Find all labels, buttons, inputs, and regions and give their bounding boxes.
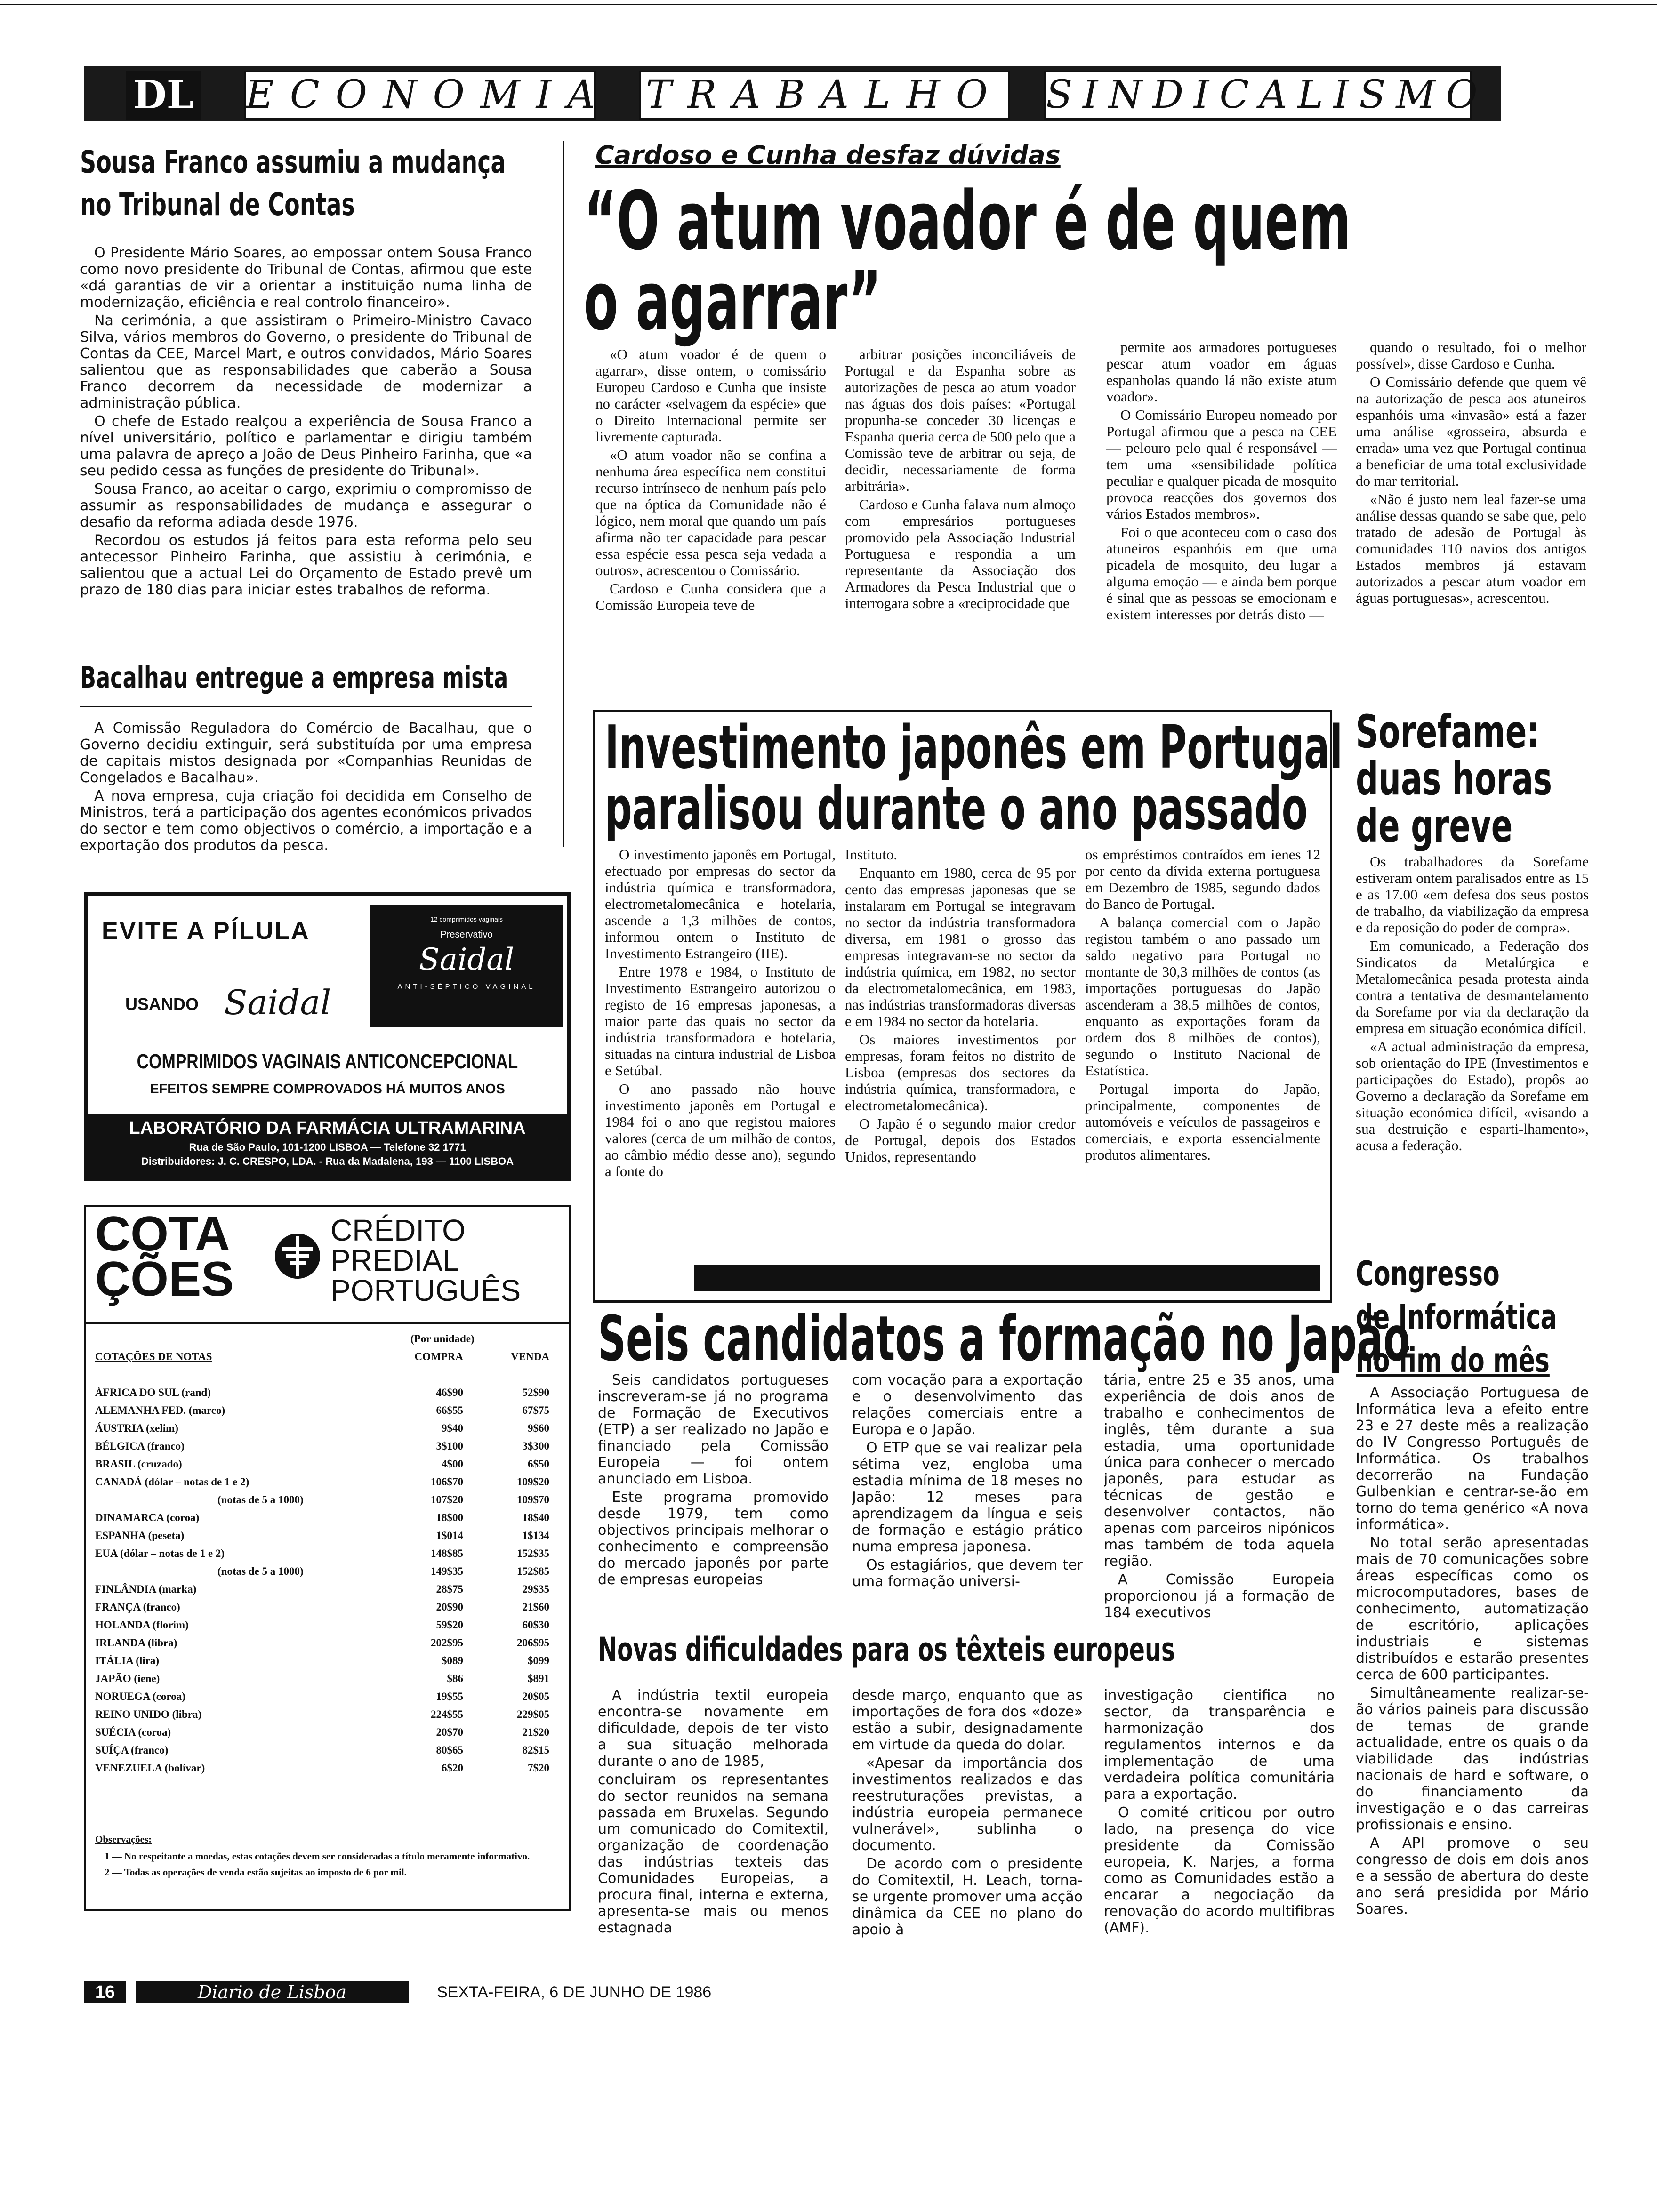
table-header-row bbox=[95, 1348, 559, 1366]
buy-rate: 9$40 bbox=[442, 1422, 463, 1434]
rate-row bbox=[95, 1598, 559, 1616]
rate-row bbox=[95, 1509, 559, 1527]
headline-line: o agarrar” bbox=[584, 254, 882, 348]
col-header: COMPRA bbox=[414, 1351, 463, 1362]
texteis-col-1 bbox=[598, 1687, 828, 1965]
currency-name: NORUEGA (coroa) bbox=[95, 1691, 185, 1702]
top-border bbox=[0, 4, 1657, 5]
rate-row bbox=[95, 1437, 559, 1455]
paragraph: arbitrar posições inconciliáveis de Portugal e da Espanha sobre as autorizações de pesca ao atum voador nas águas dos dois países: «Portugal propunha-se conceder 30 licenças e Espanha queria cerca de 500 pelo que a Comissão teve de arbitrar ou seja, de decidir, necessariamente de forma arbitrária». bbox=[845, 346, 1076, 494]
headline-line: paralisou durante o ano passado bbox=[605, 774, 1308, 843]
atum-col-1 bbox=[595, 346, 826, 704]
paragraph: O ano passado não houve investimento japonês em Portugal e 1984 foi o ano que registou maiores valores (cerca de um milhão de contos, ao câmbio médio desse ano), segundo a fonte do bbox=[605, 1081, 836, 1179]
box-bottom-label: ANTI-SÉPTICO VAGINAL bbox=[397, 983, 536, 991]
buy-rate: 66$55 bbox=[436, 1404, 463, 1416]
headline-line: no fim do mês bbox=[1356, 1340, 1550, 1380]
currency-name: REINO UNIDO (libra) bbox=[95, 1708, 202, 1720]
paragraph: Os estagiários, que devem ter uma formação universi- bbox=[852, 1557, 1083, 1590]
headline-line: Congresso bbox=[1356, 1254, 1500, 1293]
paragraph: O comité criticou por outro lado, na presença do vice presidente da Comissão europeia, K. Narjes, a forma como as Comunidades estão a encarar a negociação da renovação do acordo multifibras (AMF). bbox=[1104, 1804, 1335, 1936]
issue-date: SEXTA-FEIRA, 6 DE JUNHO DE 1986 bbox=[437, 1983, 712, 2001]
title-line: ÇÕES bbox=[95, 1252, 234, 1306]
currency-name: ALEMANHA FED. (marco) bbox=[95, 1404, 225, 1416]
atum-headline bbox=[584, 174, 1351, 348]
currency-name: EUA (dólar – notas de 1 e 2) bbox=[95, 1547, 225, 1559]
paragraph: desde março, enquanto que as importações de fora dos «doze» estão a subir, designadamente em virtude da queda do dolar. bbox=[852, 1687, 1083, 1753]
sell-rate: 206$95 bbox=[517, 1637, 549, 1649]
ad-line3: EFEITOS SEMPRE COMPROVADOS HÁ MUITOS ANOS bbox=[150, 1082, 505, 1097]
currency-name: BÉLGICA (franco) bbox=[95, 1440, 185, 1452]
rate-row bbox=[95, 1563, 559, 1580]
paragraph: A nova empresa, cuja criação foi decidida em Conselho de Ministros, terá a participação dos agentes económicos privados do sector e tem como objectivos o comércio, a importação e a exportação dos produtos da pesca. bbox=[80, 788, 532, 854]
column-divider bbox=[563, 141, 564, 847]
rate-row bbox=[95, 1688, 559, 1706]
paragraph: investigação cientifica no sector, da transparência e harmonização dos regulamentos internos e da implementação de uma verdadeira política comunitária para a exportação. bbox=[1104, 1687, 1335, 1803]
rate-row bbox=[95, 1455, 559, 1473]
sell-rate: 109$20 bbox=[517, 1476, 549, 1488]
paragraph: «A actual administração da empresa, sob orientação do IPE (Investimentos e participações do Estado), propôs ao Governo a declaração da Sorefame em situação económica difícil, «visando a sua destruição e esparti-lhamento», acusa a federação. bbox=[1356, 1038, 1589, 1154]
page-number: 16 bbox=[84, 1981, 126, 2003]
rate-row bbox=[95, 1384, 559, 1402]
article-body bbox=[80, 245, 532, 598]
headline-line: Sousa Franco assumiu a mudança bbox=[80, 144, 506, 180]
paragraph: O Presidente Mário Soares, ao empossar ontem Sousa Franco como novo presidente do Tribunal de Contas, afirmou que este «dá garantias de vir a orientar a instituição numa linha de modernização, eficiência e real controlo financeiro». bbox=[80, 245, 532, 311]
box-top-label: 12 comprimidos vaginais bbox=[430, 915, 503, 923]
paragraph: Portugal importa do Japão, principalmente, componentes de automóveis e veículos de passageiros e comerciais, e exporta essencialmente produtos alimentares. bbox=[1085, 1081, 1320, 1163]
currency-name: JAPÃO (iene) bbox=[95, 1673, 160, 1684]
paragraph: permite aos armadores portugueses pescar atum voador em águas espanholas quando lá não existe atum voador». bbox=[1106, 339, 1337, 405]
rate-row bbox=[95, 1402, 559, 1419]
paragraph: «Não é justo nem leal fazer-se uma análise dessas quando se sabe que, pelo tratado de adesão de Portugal às comunidades 110 navios dos antigos Estados membros já estavam autorizados a pescar atum voador em águas portuguesas», acrescentou. bbox=[1356, 491, 1586, 606]
headline-line: Investimento japonês em Portugal bbox=[605, 713, 1343, 782]
rate-row bbox=[95, 1473, 559, 1491]
spacer-row bbox=[95, 1366, 559, 1384]
paragraph: Entre 1978 e 1984, o Instituto de Investimento Estrangeiro autorizou o registo de 16 empresas japonesas, a maior parte das quais no sector da indústria transformadora e hotelaria, situadas na cintura industrial de Lisboa e Setúbal. bbox=[605, 963, 836, 1079]
rate-row bbox=[95, 1545, 559, 1563]
buy-rate: $089 bbox=[442, 1655, 463, 1667]
buy-rate: 59$20 bbox=[436, 1619, 463, 1631]
headline bbox=[80, 141, 506, 226]
currency-name: ÁFRICA DO SUL (rand) bbox=[95, 1387, 211, 1398]
paragraph: De acordo com o presidente do Comitextil, H. Leach, torna-se urgente promover uma acção dinâmica da CEE no plano do apoio à bbox=[852, 1856, 1083, 1938]
ad-distributor: Distribuidores: J. C. CRESPO, LDA. - Rua da Madalena, 193 — 1100 LISBOA bbox=[141, 1155, 514, 1167]
buy-rate: 19$55 bbox=[436, 1691, 463, 1702]
currency-name: ÁUSTRIA (xelim) bbox=[95, 1422, 178, 1434]
paragraph: O ETP que se vai realizar pela sétima vez, engloba uma estadia mínima de 18 meses no Japão: 12 meses para aprendizagem da língua e seis de formação e estágio prático numa empresa japonesa. bbox=[852, 1440, 1083, 1555]
bank-name-line: PORTUGUÊS bbox=[330, 1274, 521, 1307]
sell-rate: 21$60 bbox=[522, 1601, 549, 1613]
paragraph: Na cerimónia, a que assistiram o Primeiro-Ministro Cavaco Silva, vários membros do Governo, o presidente do Tribunal de Contas da CEE, Marcel Mart, e outros convidados, Mário Soares salientou que as responsabilidades que caberão a Sousa Franco decorrem da necessidade de modernizar a administração pública. bbox=[80, 313, 532, 411]
atum-col-4 bbox=[1356, 339, 1586, 704]
seis-col-3 bbox=[1104, 1372, 1335, 1626]
page-footer bbox=[84, 1981, 1590, 2005]
buy-rate: 28$75 bbox=[436, 1583, 463, 1595]
buy-rate: 3$100 bbox=[436, 1440, 463, 1452]
currency-name: SUÍÇA (franco) bbox=[95, 1744, 169, 1756]
paragraph: A Comissão Europeia proporcionou já a formação de 184 executivos bbox=[1104, 1571, 1335, 1621]
logo: DL bbox=[133, 72, 194, 118]
paragraph: «O atum voador é de quem o agarrar», disse ontem, o comissário Europeu Cardoso e Cunha que insiste no carácter «selvagem da espécie» que o Direito Internacional permite ser livremente capturada. bbox=[595, 346, 826, 445]
column bbox=[845, 846, 1076, 1242]
ad-address: Rua de São Paulo, 101-1200 LISBOA — Telefone 32 1771 bbox=[189, 1141, 466, 1153]
paragraph: quando o resultado, foi o melhor possível», disse Cardoso e Cunha. bbox=[1356, 339, 1586, 372]
col-header: COTAÇÕES DE NOTAS bbox=[95, 1351, 212, 1362]
paragraph: Cardoso e Cunha considera que a Comissão Europeia teve de bbox=[595, 580, 826, 613]
logo-box bbox=[126, 71, 201, 120]
rate-row bbox=[95, 1634, 559, 1652]
texteis-col-3 bbox=[1104, 1687, 1335, 1965]
paragraph: «O atum voador não se confina a nenhuma área específica nem constitui recurso intrínseco de nenhum país pelo que na óptica da Comunidade não é lógico, nem moral que quando um país afirma não ter capacidade para pescar essa espécie essa pesca seja vedada a outros», acrescentou o Comissário. bbox=[595, 447, 826, 578]
box-brand: Saidal bbox=[418, 942, 515, 977]
atum-col-3 bbox=[1106, 339, 1337, 704]
paragraph: Em comunicado, a Federação dos Sindicatos da Metalúrgica e Metalomecânica pesada protesta ainda contra a tentativa de desmantelamento da Sorefame por via da declaração da empresa em situação económica difícil. bbox=[1356, 938, 1589, 1036]
paragraph: O Japão é o segundo maior credor de Portugal, depois dos Estados Unidos, representando bbox=[845, 1115, 1076, 1165]
rate-row bbox=[95, 1741, 559, 1759]
texteis-headline: Novas dificuldades para os têxteis europeus bbox=[598, 1630, 1175, 1669]
currency-name: (notas de 5 a 1000) bbox=[217, 1494, 304, 1506]
currency-name: CANADÁ (dólar – notas de 1 e 2) bbox=[95, 1476, 249, 1488]
col-header: VENDA bbox=[511, 1351, 549, 1362]
bank-emblem-icon bbox=[272, 1228, 323, 1287]
sell-rate: 1$134 bbox=[522, 1530, 549, 1541]
ad-brand: Saidal bbox=[224, 983, 331, 1022]
article-body bbox=[80, 720, 532, 856]
paragraph: «Apesar da importância dos investimentos realizados e das reestruturações previstas, a indústria europeia permanece vulnerável», sublinha o documento. bbox=[852, 1755, 1083, 1854]
paper-name: Diario de Lisboa bbox=[136, 1981, 409, 2003]
redaction-bar bbox=[694, 1265, 1320, 1291]
headline-line: duas horas bbox=[1356, 753, 1552, 805]
article-sorefame bbox=[1356, 708, 1589, 1250]
buy-rate: 202$95 bbox=[431, 1637, 463, 1649]
section-label: TRABALHO bbox=[645, 72, 1004, 117]
sell-rate: 18$40 bbox=[522, 1512, 549, 1523]
paragraph: Recordou os estudos já feitos para esta reforma pelo seu antecessor Pinheiro Farinha, que assistiu à cerimónia, e salientou que a actual Lei do Orçamento de Estado prevê um prazo de 180 dias para iniciar estes trabalhos de reforma. bbox=[80, 532, 532, 598]
paragraph: Cardoso e Cunha falava num almoço com empresários portugueses promovido pela Associação Industrial Portuguesa e respondia a um representante da Associação dos Armadores da Pesca Industrial que o interrogara sobre a «reciprocidade que bbox=[845, 496, 1076, 611]
rates-table-wrap bbox=[95, 1348, 559, 1777]
section-trabalho bbox=[639, 71, 1010, 120]
paragraph: Este programa promovido desde 1979, tem como objectivos principais melhorar o conhecimento e compreensão do mercado japonês por parte de empresas europeias bbox=[598, 1489, 828, 1588]
obs-item: 1 — No respeitante a moedas, estas cotações devem ser consideradas a título meramente informativo. bbox=[105, 1851, 530, 1862]
currency-name: VENEZUELA (bolívar) bbox=[95, 1762, 205, 1774]
buy-rate: 80$65 bbox=[436, 1744, 463, 1756]
paragraph: Foi o que aconteceu com o caso dos atuneiros espanhóis em que uma picadela de mosquito, deu lugar a alguma emoção — e ainda bem porque é sinal que as pessoas se emocionam e existem interesses por detrás disto — bbox=[1106, 524, 1337, 623]
buy-rate: 224$55 bbox=[431, 1708, 463, 1720]
headline-line: de Informática bbox=[1356, 1297, 1557, 1337]
paragraph: os empréstimos contraídos em ienes 12 por cento da dívida externa portuguesa em Dezembro de 1985, segundo dados do Banco de Portugal. bbox=[1085, 846, 1320, 912]
buy-rate: 149$35 bbox=[431, 1565, 463, 1577]
sell-rate: 3$300 bbox=[522, 1440, 549, 1452]
paragraph: A Associação Portuguesa de Informática leva a efeito entre 23 e 27 deste mês a realização do IV Congresso Português de Informática. Os trabalhos decorrerão na Fundação Gulbenkian e centrar-se-ão em torno do tema genérico «A nova informática». bbox=[1356, 1385, 1589, 1533]
bank-name-line: PREDIAL bbox=[330, 1243, 459, 1277]
bank-name-line: CRÉDITO bbox=[330, 1213, 466, 1247]
article-body bbox=[1356, 1385, 1589, 1917]
title-line: COTA bbox=[95, 1207, 230, 1261]
sell-rate: 21$20 bbox=[522, 1726, 549, 1738]
rate-row bbox=[95, 1580, 559, 1598]
bank-name bbox=[330, 1215, 521, 1306]
ad-line2: COMPRIMIDOS VAGINAIS ANTICONCEPCIONAL bbox=[137, 1050, 518, 1073]
paragraph: A indústria textil europeia encontra-se novamente em dificuldade, depois de ter visto a sua situação melhorada durante o ano de 1985, bbox=[598, 1687, 828, 1770]
paragraph: Sousa Franco, ao aceitar o cargo, exprimiu o compromisso de assumir as responsabilidades de mudança e assegurar o desafio da reforma adiada desde 1976. bbox=[80, 481, 532, 530]
buy-rate: 107$20 bbox=[431, 1494, 463, 1506]
rate-row bbox=[95, 1706, 559, 1723]
ad-lab: LABORATÓRIO DA FARMÁCIA ULTRAMARINA bbox=[129, 1118, 526, 1138]
sell-rate: 7$20 bbox=[528, 1762, 549, 1774]
article-bacalhau bbox=[80, 659, 532, 885]
sell-rate: 20$05 bbox=[522, 1691, 549, 1702]
article-sousa-franco bbox=[80, 141, 532, 659]
atum-kicker: Cardoso e Cunha desfaz dúvidas bbox=[595, 140, 1061, 170]
currency-name: ITÁLIA (lira) bbox=[95, 1655, 160, 1667]
currency-name: DINAMARCA (coroa) bbox=[95, 1512, 200, 1523]
currency-name: FINLÂNDIA (marka) bbox=[95, 1583, 197, 1595]
cotacoes-block bbox=[84, 1205, 571, 1911]
ad-headline: EVITE A PÍLULA bbox=[102, 917, 310, 945]
paragraph: O investimento japonês em Portugal, efectuado por empresas do sector da indústria química e transformadora, electrometalomecânica e hotelaria, ascende a 1,3 milhões de contos, informou ontem o Instituto de Investimento Estrangeiro (IIE). bbox=[605, 846, 836, 962]
buy-rate: 148$85 bbox=[431, 1547, 463, 1559]
observations bbox=[95, 1833, 559, 1879]
paragraph: O Comissário defende que quem vê na autorização de pesca aos atuneiros espanhóis uma «invasão» está a fazer uma análise «grosseira, absurda e errada» uma vez que Portugal continua a beneficiar de uma total exclusividade do mar territorial. bbox=[1356, 374, 1586, 489]
sell-rate: $099 bbox=[528, 1655, 549, 1667]
section-label: ECONOMIA bbox=[246, 72, 611, 117]
column bbox=[1085, 846, 1320, 1242]
rates-table bbox=[95, 1348, 559, 1777]
buy-rate: 20$90 bbox=[436, 1601, 463, 1613]
article-japao-investimento bbox=[593, 710, 1343, 1303]
sell-rate: 29$35 bbox=[522, 1583, 549, 1595]
headline-line: de greve bbox=[1356, 800, 1513, 852]
rate-row bbox=[95, 1670, 559, 1688]
paragraph: Instituto. bbox=[845, 846, 898, 863]
buy-rate: 106$70 bbox=[431, 1476, 463, 1488]
paragraph: Seis candidatos portugueses inscreveram-se já no programa de Formação de Executivos (ETP) a ser realizado no Japão e financiado pela Comissão Europeia — foi ontem anunciado em Lisboa. bbox=[598, 1372, 828, 1487]
paragraph: Enquanto em 1980, cerca de 95 por cento das empresas japonesas que se instalaram em Portugal se integravam no sector da indústria transformadora diversa, em 1981 o grosso das empresas integravam-se no sector da indústria química, em 1982, no sector da electrometalomecânica, em 1983, nas indústrias transformadoras diversas e em 1984 no sector da hotelaria. bbox=[845, 865, 1076, 1029]
buy-rate: $86 bbox=[447, 1673, 463, 1684]
paragraph: concluiram os representantes do sector reunidos na semana passada em Bruxelas. Segundo um comunicado do Comitextil, organização de coordenação das indústrias texteis das Comunidades Europeias, a procura final, interna e externa, apresenta-se mais ou menos estagnada bbox=[598, 1771, 828, 1936]
sell-rate: 52$90 bbox=[522, 1387, 549, 1398]
currency-name: (notas de 5 a 1000) bbox=[217, 1565, 304, 1577]
divider bbox=[86, 1322, 569, 1324]
paragraph: tária, entre 25 e 35 anos, uma experiência de dois anos de trabalho e conhecimentos de inglês, têm durante a sua estadia, uma oportunidade única para conhecer o mercado japonês, para estudar as técnicas de gestão e desenvolver contactos, não apenas com parceiros nipónicos mas também de toda aquela região. bbox=[1104, 1372, 1335, 1570]
sell-rate: 109$70 bbox=[517, 1494, 549, 1506]
seis-col-1 bbox=[598, 1372, 828, 1626]
currency-name: SUÉCIA (coroa) bbox=[95, 1726, 171, 1738]
sell-rate: 152$35 bbox=[517, 1547, 549, 1559]
box-sub-label: Preservativo bbox=[440, 930, 493, 940]
texteis-col-2 bbox=[852, 1687, 1083, 1965]
cotacoes-title bbox=[95, 1207, 234, 1306]
currency-name: ESPANHA (peseta) bbox=[95, 1530, 185, 1541]
section-sindicalismo bbox=[1044, 71, 1488, 120]
headline bbox=[1356, 708, 1552, 852]
section-label: SINDICALISMO bbox=[1046, 72, 1488, 117]
section-banner bbox=[84, 66, 1501, 121]
sell-rate: 9$60 bbox=[528, 1422, 549, 1434]
paragraph: No total serão apresentadas mais de 70 comunicações sobre áreas específicas como os microcomputadores, bases de conhecimento, automatização de escritório, aplicações industriais e sistemas distribuídos e estarão presentes cerca de 600 participantes. bbox=[1356, 1535, 1589, 1683]
paragraph: O Comissário Europeu nomeado por Portugal afirmou que a pesca na CEE — pelouro pelo qual é responsável — tem uma «sensibilidade política peculiar e qualquer picada de mosquito provoca reacções dos governos dos vários Estados membros». bbox=[1106, 407, 1337, 522]
rate-row bbox=[95, 1527, 559, 1545]
buy-rate: 20$70 bbox=[436, 1726, 463, 1738]
buy-rate: 46$90 bbox=[436, 1387, 463, 1398]
section-economia bbox=[244, 71, 611, 120]
ad-usando: USANDO bbox=[125, 994, 199, 1014]
sell-rate: 67$75 bbox=[522, 1404, 549, 1416]
obs-item: 2 — Todas as operações de venda estão sujeitas ao imposto de 6 por mil. bbox=[105, 1867, 407, 1878]
paragraph: Simultâneamente realizar-se-ão vários paineis para discussão de temas de grande actualidade, entre os quais o da viabilidade das indústrias nacionais de hard e software, o do financiamento da investigação e o das carreiras profissionais e ensino. bbox=[1356, 1685, 1589, 1833]
headline: Bacalhau entregue a empresa mista bbox=[80, 660, 508, 695]
buy-rate: 1$014 bbox=[436, 1530, 463, 1541]
seis-headline: Seis candidatos a formação no Japão bbox=[598, 1303, 1410, 1375]
currency-name: FRANÇA (franco) bbox=[95, 1601, 180, 1613]
paragraph: O chefe de Estado realçou a experiência de Sousa Franco a nível universitário, político e parlamentar e dirigiu também uma palavra de apreço a João de Deus Pinheiro Farinha, que «a seu pedido cessa as funções de presidente do Tribunal». bbox=[80, 413, 532, 479]
sell-rate: 82$15 bbox=[522, 1744, 549, 1756]
atum-col-2 bbox=[845, 346, 1076, 704]
rate-row bbox=[95, 1652, 559, 1670]
rate-row bbox=[95, 1616, 559, 1634]
ad-saidal bbox=[84, 892, 571, 1181]
sell-rate: 6$50 bbox=[528, 1458, 549, 1470]
product-box bbox=[370, 905, 563, 1027]
rate-row bbox=[95, 1491, 559, 1509]
sell-rate: 60$30 bbox=[522, 1619, 549, 1631]
rate-row bbox=[95, 1759, 559, 1777]
paragraph: A API promove o seu congresso de dois em dois anos e a sessão de abertura do deste ano será presidida por Mário Soares. bbox=[1356, 1835, 1589, 1917]
sell-rate: $891 bbox=[528, 1673, 549, 1684]
currency-name: BRASIL (cruzado) bbox=[95, 1458, 182, 1470]
headline-line: “O atum voador é de quem bbox=[584, 174, 1351, 268]
per-unit-label: (Por unidade) bbox=[410, 1333, 475, 1345]
paragraph: A balança comercial com o Japão registou também o ano passado um saldo negativo para Portugal no montante de 30,3 milhões de contos (as importações portuguesas do Japão ascenderam a 38,5 milhões de contos, enquanto as exportações foram da ordem dos 8 milhões de contos), segundo o Instituto Nacional de Estatística. bbox=[1085, 914, 1320, 1079]
obs-title: Observações: bbox=[95, 1834, 152, 1845]
ad-footer-band bbox=[88, 1114, 567, 1178]
column bbox=[605, 846, 836, 1242]
paragraph: Os maiores investimentos por empresas, foram feitos no distrito de Lisboa (empresas dos sectores da indústria química, transformadora, e electrometalomecânica). bbox=[845, 1031, 1076, 1114]
article-body bbox=[1356, 853, 1589, 1154]
headline-line: Sorefame: bbox=[1356, 708, 1540, 758]
rate-row bbox=[95, 1419, 559, 1437]
headline bbox=[605, 713, 1343, 843]
buy-rate: 4$00 bbox=[442, 1458, 463, 1470]
paragraph: com vocação para a exportação e o desenvolvimento das relações comerciais entre a Europa e o Japão. bbox=[852, 1372, 1083, 1438]
currency-name: IRLANDA (libra) bbox=[95, 1637, 177, 1649]
currency-name: HOLANDA (florim) bbox=[95, 1619, 189, 1631]
divider bbox=[80, 706, 532, 707]
paragraph: Os trabalhadores da Sorefame estiveram ontem paralisados entre as 15 e as 17.00 «em defesa dos seus postos de trabalho, da viabilização da empresa e da reposição do poder de compra». bbox=[1356, 853, 1589, 936]
sell-rate: 152$85 bbox=[517, 1565, 549, 1577]
rate-row bbox=[95, 1723, 559, 1741]
seis-col-2 bbox=[852, 1372, 1083, 1626]
paragraph: A Comissão Reguladora do Comércio de Bacalhau, que o Governo decidiu extinguir, será substituída por uma empresa de capitais mistos designada por «Companhias Reunidas de Congelados e Bacalhau». bbox=[80, 720, 532, 786]
buy-rate: 6$20 bbox=[442, 1762, 463, 1774]
buy-rate: 18$00 bbox=[436, 1512, 463, 1523]
headline-line: no Tribunal de Contas bbox=[80, 186, 355, 223]
sell-rate: 229$05 bbox=[517, 1708, 549, 1720]
